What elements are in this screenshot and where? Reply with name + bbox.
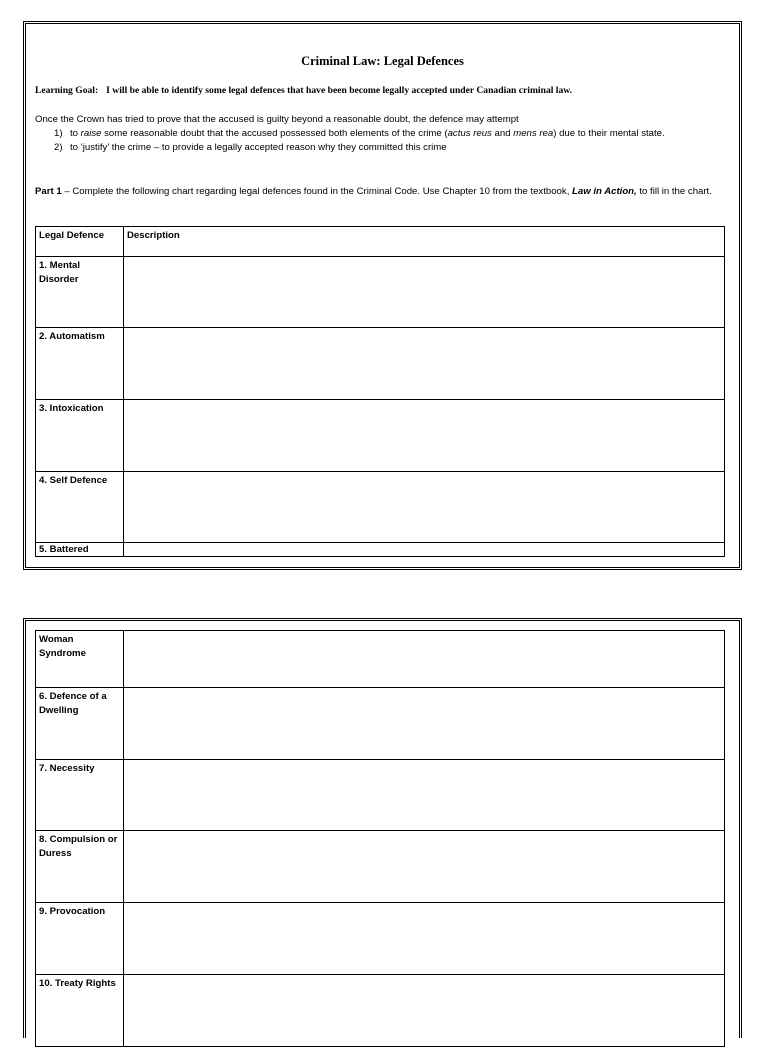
page-title: Criminal Law: Legal Defences	[301, 54, 464, 68]
worksheet-page-1	[23, 21, 742, 570]
intro-text: Once the Crown has tried to prove that the accused is guilty beyond a reasonable doubt, the defence may attempt	[35, 114, 519, 125]
defence-label: 2. Automatism	[39, 331, 105, 342]
table-row	[36, 472, 725, 543]
header-description: Description	[124, 227, 725, 257]
textbook-title: Law in Action,	[572, 186, 637, 197]
description-cell[interactable]	[124, 543, 725, 557]
worksheet-page-2	[23, 618, 742, 1038]
defence-label: 1. Mental Disorder	[39, 260, 81, 285]
legal-defences-table	[35, 226, 725, 557]
description-cell[interactable]	[124, 688, 725, 760]
table-row	[36, 257, 725, 328]
defence-purpose-list	[54, 127, 665, 155]
table-row	[36, 760, 725, 831]
table-row	[36, 400, 725, 472]
legal-defences-table-continued	[35, 630, 725, 1047]
defence-label: Woman Syndrome	[39, 634, 86, 659]
table-row	[36, 975, 725, 1047]
table-row	[36, 631, 725, 688]
defence-label: 7. Necessity	[39, 763, 95, 774]
description-cell[interactable]	[124, 903, 725, 975]
part1-label: Part 1	[35, 186, 62, 197]
description-cell[interactable]	[124, 400, 725, 472]
learning-goal	[35, 85, 735, 96]
table-header-row	[36, 227, 725, 257]
table-row	[36, 903, 725, 975]
description-cell[interactable]	[124, 257, 725, 328]
defence-label: 3. Intoxication	[39, 403, 104, 414]
description-cell[interactable]	[124, 472, 725, 543]
header-legal-defence: Legal Defence	[36, 227, 124, 257]
learning-goal-label: Learning Goal:	[35, 85, 99, 96]
defence-label: 5. Battered	[39, 544, 89, 555]
description-cell[interactable]	[124, 760, 725, 831]
defence-label: 8. Compulsion or Duress	[39, 834, 118, 859]
description-cell[interactable]	[124, 631, 725, 688]
table-row	[36, 328, 725, 400]
description-cell[interactable]	[124, 975, 725, 1047]
list-item: 1) to raise some reasonable doubt that the accused possessed both elements of the crime (actus reus and mens rea) due to their mental state.	[54, 128, 665, 139]
table-row	[36, 688, 725, 760]
description-cell[interactable]	[124, 831, 725, 903]
table-row	[36, 543, 725, 557]
defence-label: 9. Provocation	[39, 906, 106, 917]
defence-label: 10. Treaty Rights	[39, 978, 116, 989]
description-cell[interactable]	[124, 328, 725, 400]
table-row	[36, 831, 725, 903]
defence-label: 4. Self Defence	[39, 475, 108, 486]
list-item: 2) to ‘justify’ the crime – to provide a legally accepted reason why they committed this crime	[54, 142, 447, 153]
part1-instructions: Part 1 – Complete the following chart regarding legal defences found in the Criminal Code. Use Chapter 10 from the textbook, Law in Action, to fill in the chart.	[35, 186, 712, 197]
defence-label: 6. Defence of a Dwelling	[39, 691, 107, 716]
learning-goal-text: I will be able to identify some legal defences that have been become legally accepted under Canadian criminal law.	[106, 85, 573, 96]
